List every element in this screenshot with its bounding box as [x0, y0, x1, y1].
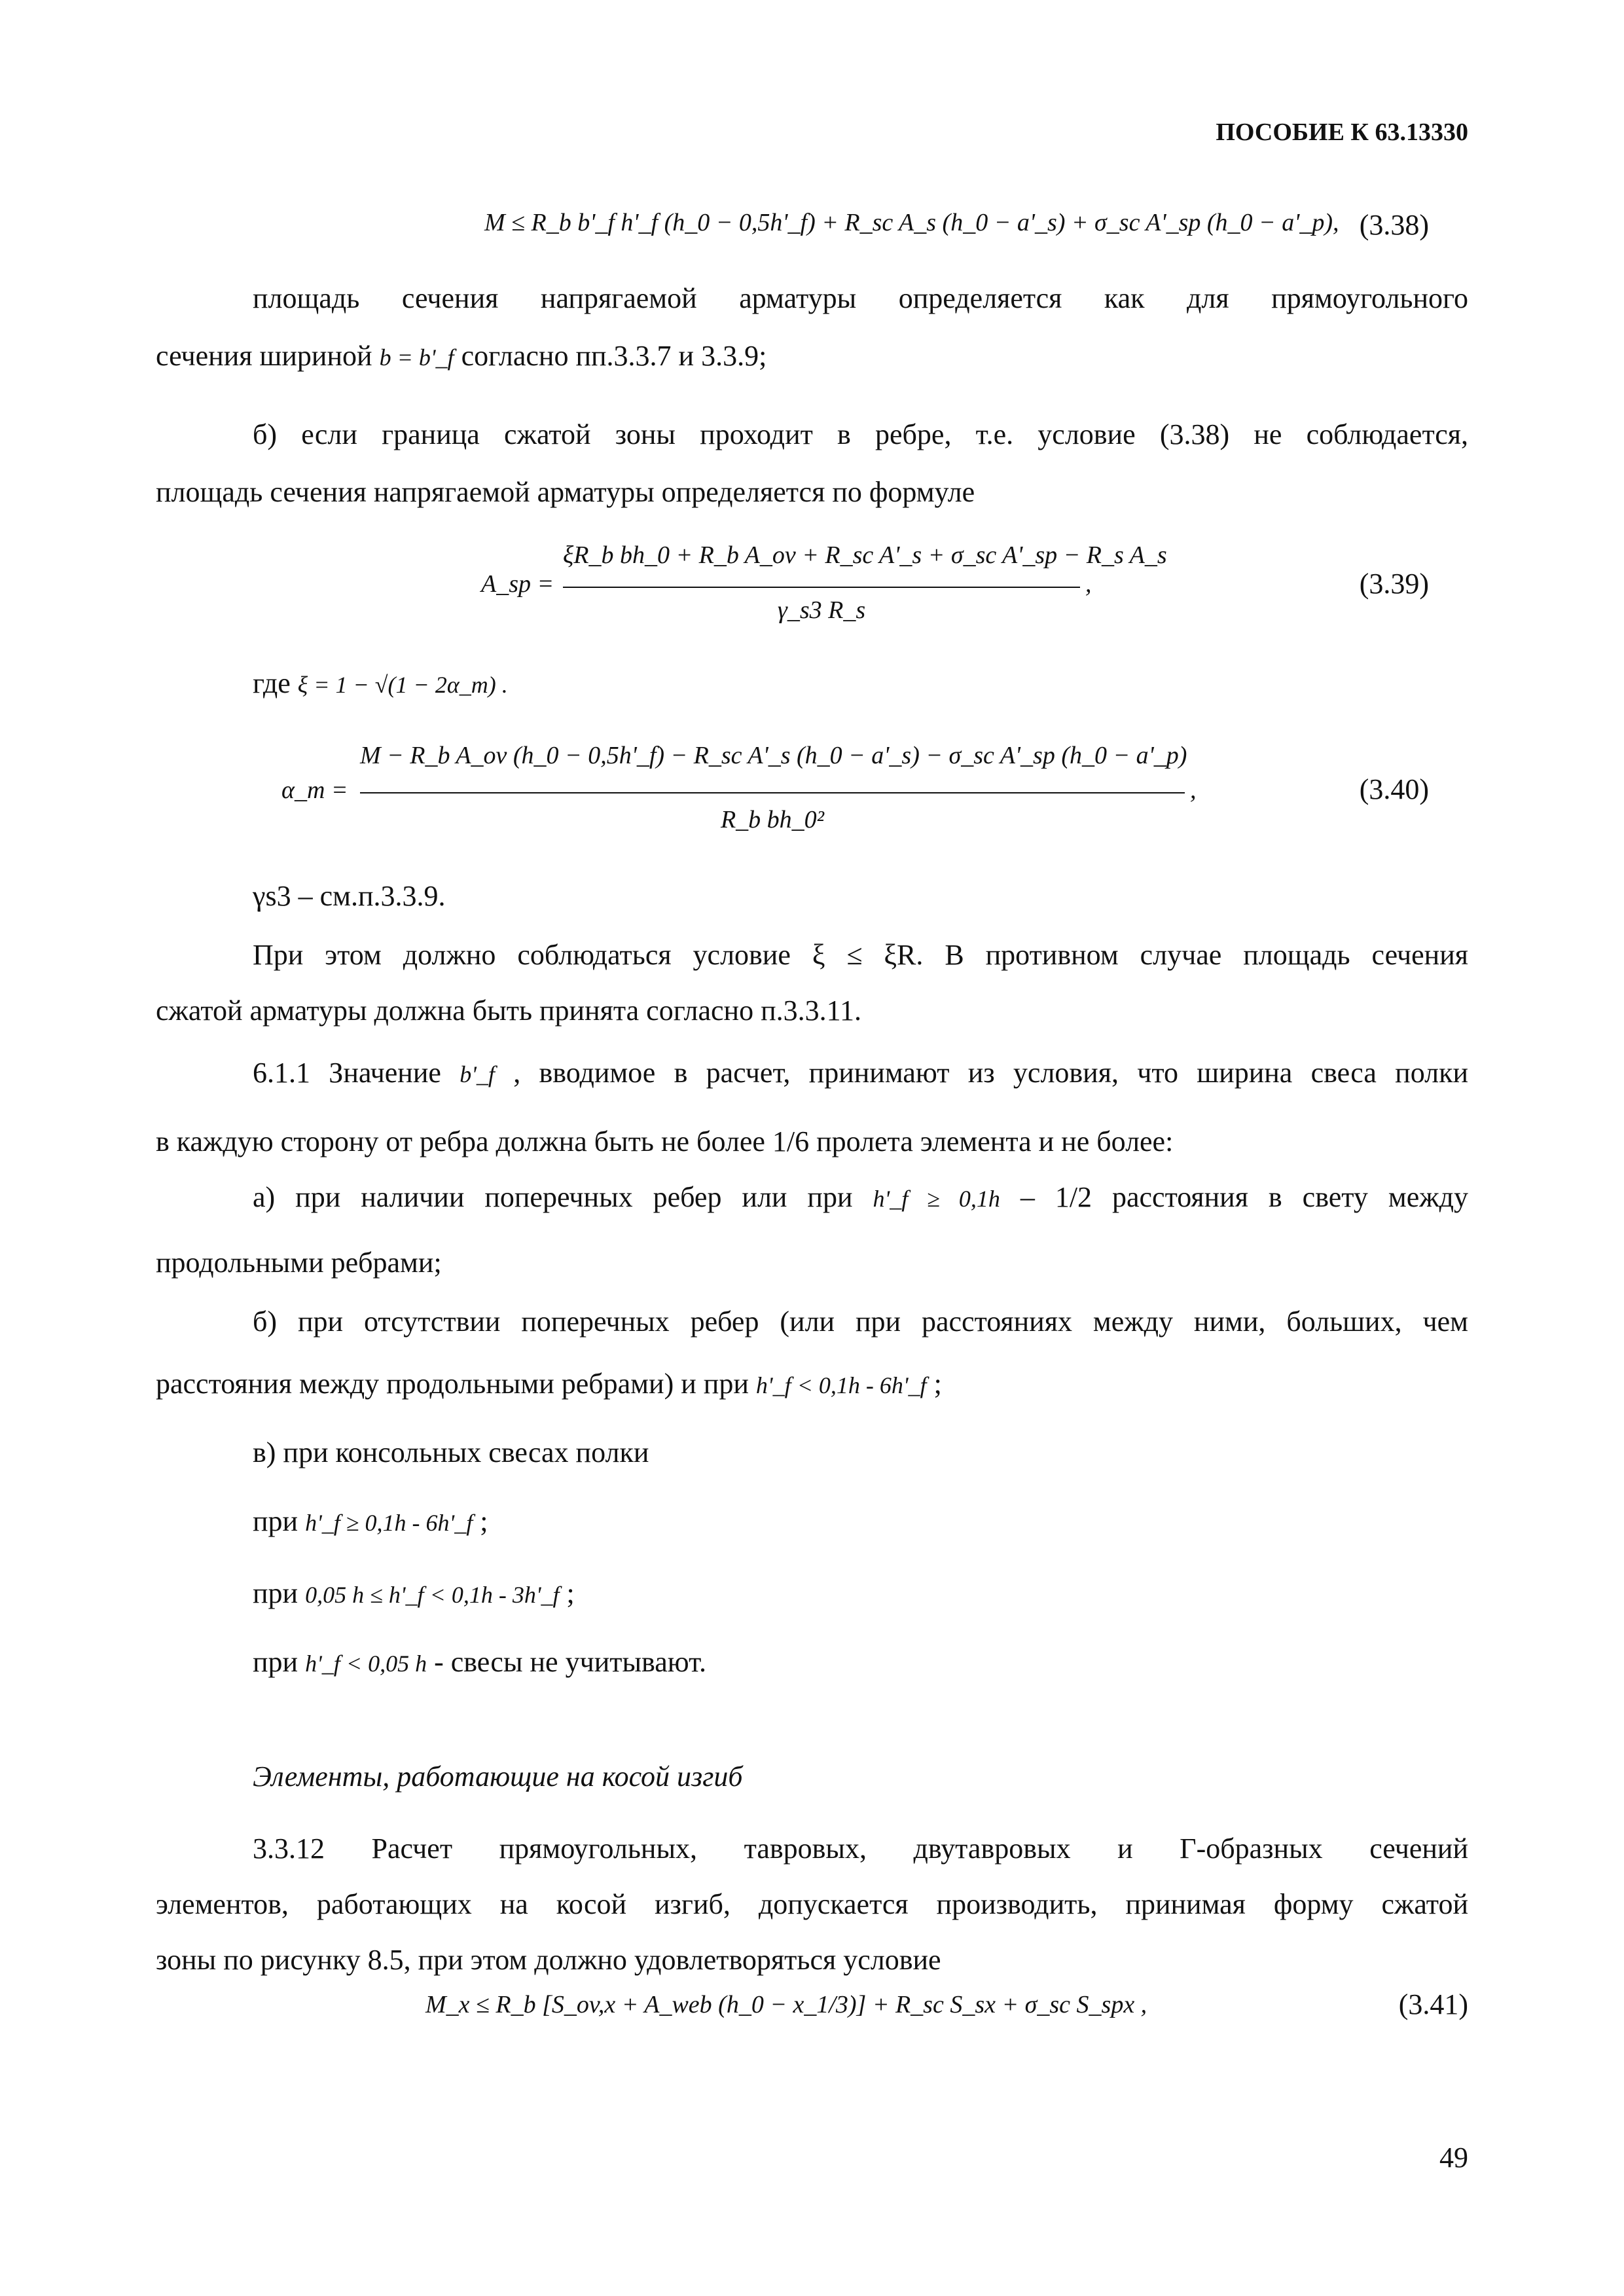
text-fragment: расстояния между продольными ребрами) и при [156, 1368, 749, 1400]
equation-number-3-39: (3.39) [1359, 568, 1429, 600]
fraction-line [563, 587, 1080, 588]
inline-formula: h'_f ≥ 0,1h - 6h'_f [305, 1510, 473, 1536]
page-number: 49 [1439, 2141, 1468, 2174]
paragraph-line: продольными ребрами; [156, 1247, 442, 1279]
paragraph-line: сжатой арматуры должна быть принята согласно п.3.3.11. [156, 994, 861, 1027]
section-title: Элементы, работающие на косой изгиб [253, 1760, 743, 1793]
paragraph-line: б) при отсутствии поперечных ребер (или при расстояниях между ними, больших, чем [253, 1305, 1468, 1338]
paragraph-line: При этом должно соблюдаться условие ξ ≤ ξR. В противном случае площадь сечения [253, 939, 1468, 971]
formula-3-38: M ≤ R_b b'_f h'_f (h_0 − 0,5h'_f) + R_sc A_s (h_0 − a'_s) + σ_sc A'_sp (h_0 − a'_p), [484, 209, 1339, 236]
paragraph-line: площадь сечения напрягаемой арматуры определяется по формуле [156, 476, 975, 508]
text-fragment: ; [933, 1368, 942, 1400]
equation-number-3-38: (3.38) [1359, 209, 1429, 241]
paragraph-line [156, 327, 1468, 386]
text-fragment: 6.1.1 Значение [253, 1057, 441, 1089]
text-fragment: а) при наличии поперечных ребер или при [253, 1181, 853, 1213]
text-fragment: - свесы не учитывают. [434, 1646, 706, 1678]
paragraph-line: γs3 – см.п.3.3.9. [253, 880, 446, 912]
inline-formula: ξ = 1 − √(1 − 2α_m) . [297, 672, 508, 698]
formula-3-39-denominator: γ_s3 R_s [777, 596, 866, 624]
inline-formula: 0,05 h ≤ h'_f < 0,1h - 3h'_f [305, 1582, 560, 1608]
paragraph-line [156, 1169, 1468, 1228]
text-fragment: при [253, 1577, 298, 1609]
text-fragment: согласно пп.3.3.7 и 3.3.9; [461, 340, 767, 372]
formula-3-41: M_x ≤ R_b [S_ov,x + A_web (h_0 − x_1/3)] + R_sc S_sx + σ_sc S_spx , [425, 1991, 1147, 2018]
equation-number-3-41: (3.41) [1398, 1988, 1468, 2020]
text-fragment: при [253, 1505, 298, 1537]
formula-3-40-comma: , [1190, 776, 1197, 804]
text-fragment: – 1/2 расстояния в свету между [1020, 1181, 1469, 1213]
inline-formula: b = b'_f [379, 344, 454, 371]
fraction-line [360, 792, 1185, 793]
equation-number-3-40: (3.40) [1359, 773, 1429, 805]
text-fragment: , вводимое в расчет, принимают из условия, что ширина свеса полки [513, 1057, 1469, 1089]
paragraph-line [156, 1044, 1468, 1103]
formula-3-40-numerator: M − R_b A_ov (h_0 − 0,5h'_f) − R_sc A'_s (h_0 − a'_s) − σ_sc A'_sp (h_0 − a'_p) [360, 742, 1187, 769]
paragraph-line: в каждую сторону от ребра должна быть не более 1/6 пролета элемента и не более: [156, 1125, 1174, 1157]
text-fragment: ; [480, 1505, 488, 1537]
paragraph-line [156, 1355, 1468, 1414]
text-fragment: ; [566, 1577, 575, 1609]
formula-3-39-comma: , [1085, 570, 1092, 598]
inline-formula: b'_f [460, 1061, 495, 1087]
formula-3-39-lhs: A_sp = [481, 570, 554, 598]
paragraph-line: элементов, работающих на косой изгиб, допускается производить, принимая форму сжатой [156, 1888, 1468, 1920]
paragraph-line [156, 1633, 1468, 1692]
text-fragment: сечения шириной [156, 340, 372, 372]
paragraph-line [156, 1493, 1468, 1552]
text-fragment: где [253, 667, 291, 699]
inline-formula: h'_f < 0,1h - 6h'_f [755, 1372, 927, 1398]
paragraph-line: в) при консольных свесах полки [253, 1436, 649, 1468]
page-header: ПОСОБИЕ К 63.13330 [1216, 118, 1468, 146]
formula-3-40-denominator: R_b bh_0² [720, 806, 825, 833]
paragraph-line: 3.3.12 Расчет прямоугольных, тавровых, двутавровых и Г-образных сечений [253, 1832, 1468, 1865]
paragraph-line [156, 655, 1468, 714]
paragraph-line: площадь сечения напрягаемой арматуры определяется как для прямоугольного [253, 282, 1468, 314]
inline-formula: h'_f < 0,05 h [305, 1650, 427, 1677]
formula-3-39-numerator: ξR_b bh_0 + R_b A_ov + R_sc A'_s + σ_sc A'_sp − R_s A_s [563, 541, 1167, 569]
text-fragment: при [253, 1646, 298, 1678]
formula-3-40-lhs: α_m = [281, 776, 348, 804]
paragraph-line: б) если граница сжатой зоны проходит в ребре, т.е. условие (3.38) не соблюдается, [253, 418, 1468, 450]
inline-formula: h'_f ≥ 0,1h [873, 1186, 1000, 1212]
paragraph-line: зоны по рисунку 8.5, при этом должно удовлетворяться условие [156, 1944, 941, 1976]
paragraph-line [156, 1565, 1468, 1624]
